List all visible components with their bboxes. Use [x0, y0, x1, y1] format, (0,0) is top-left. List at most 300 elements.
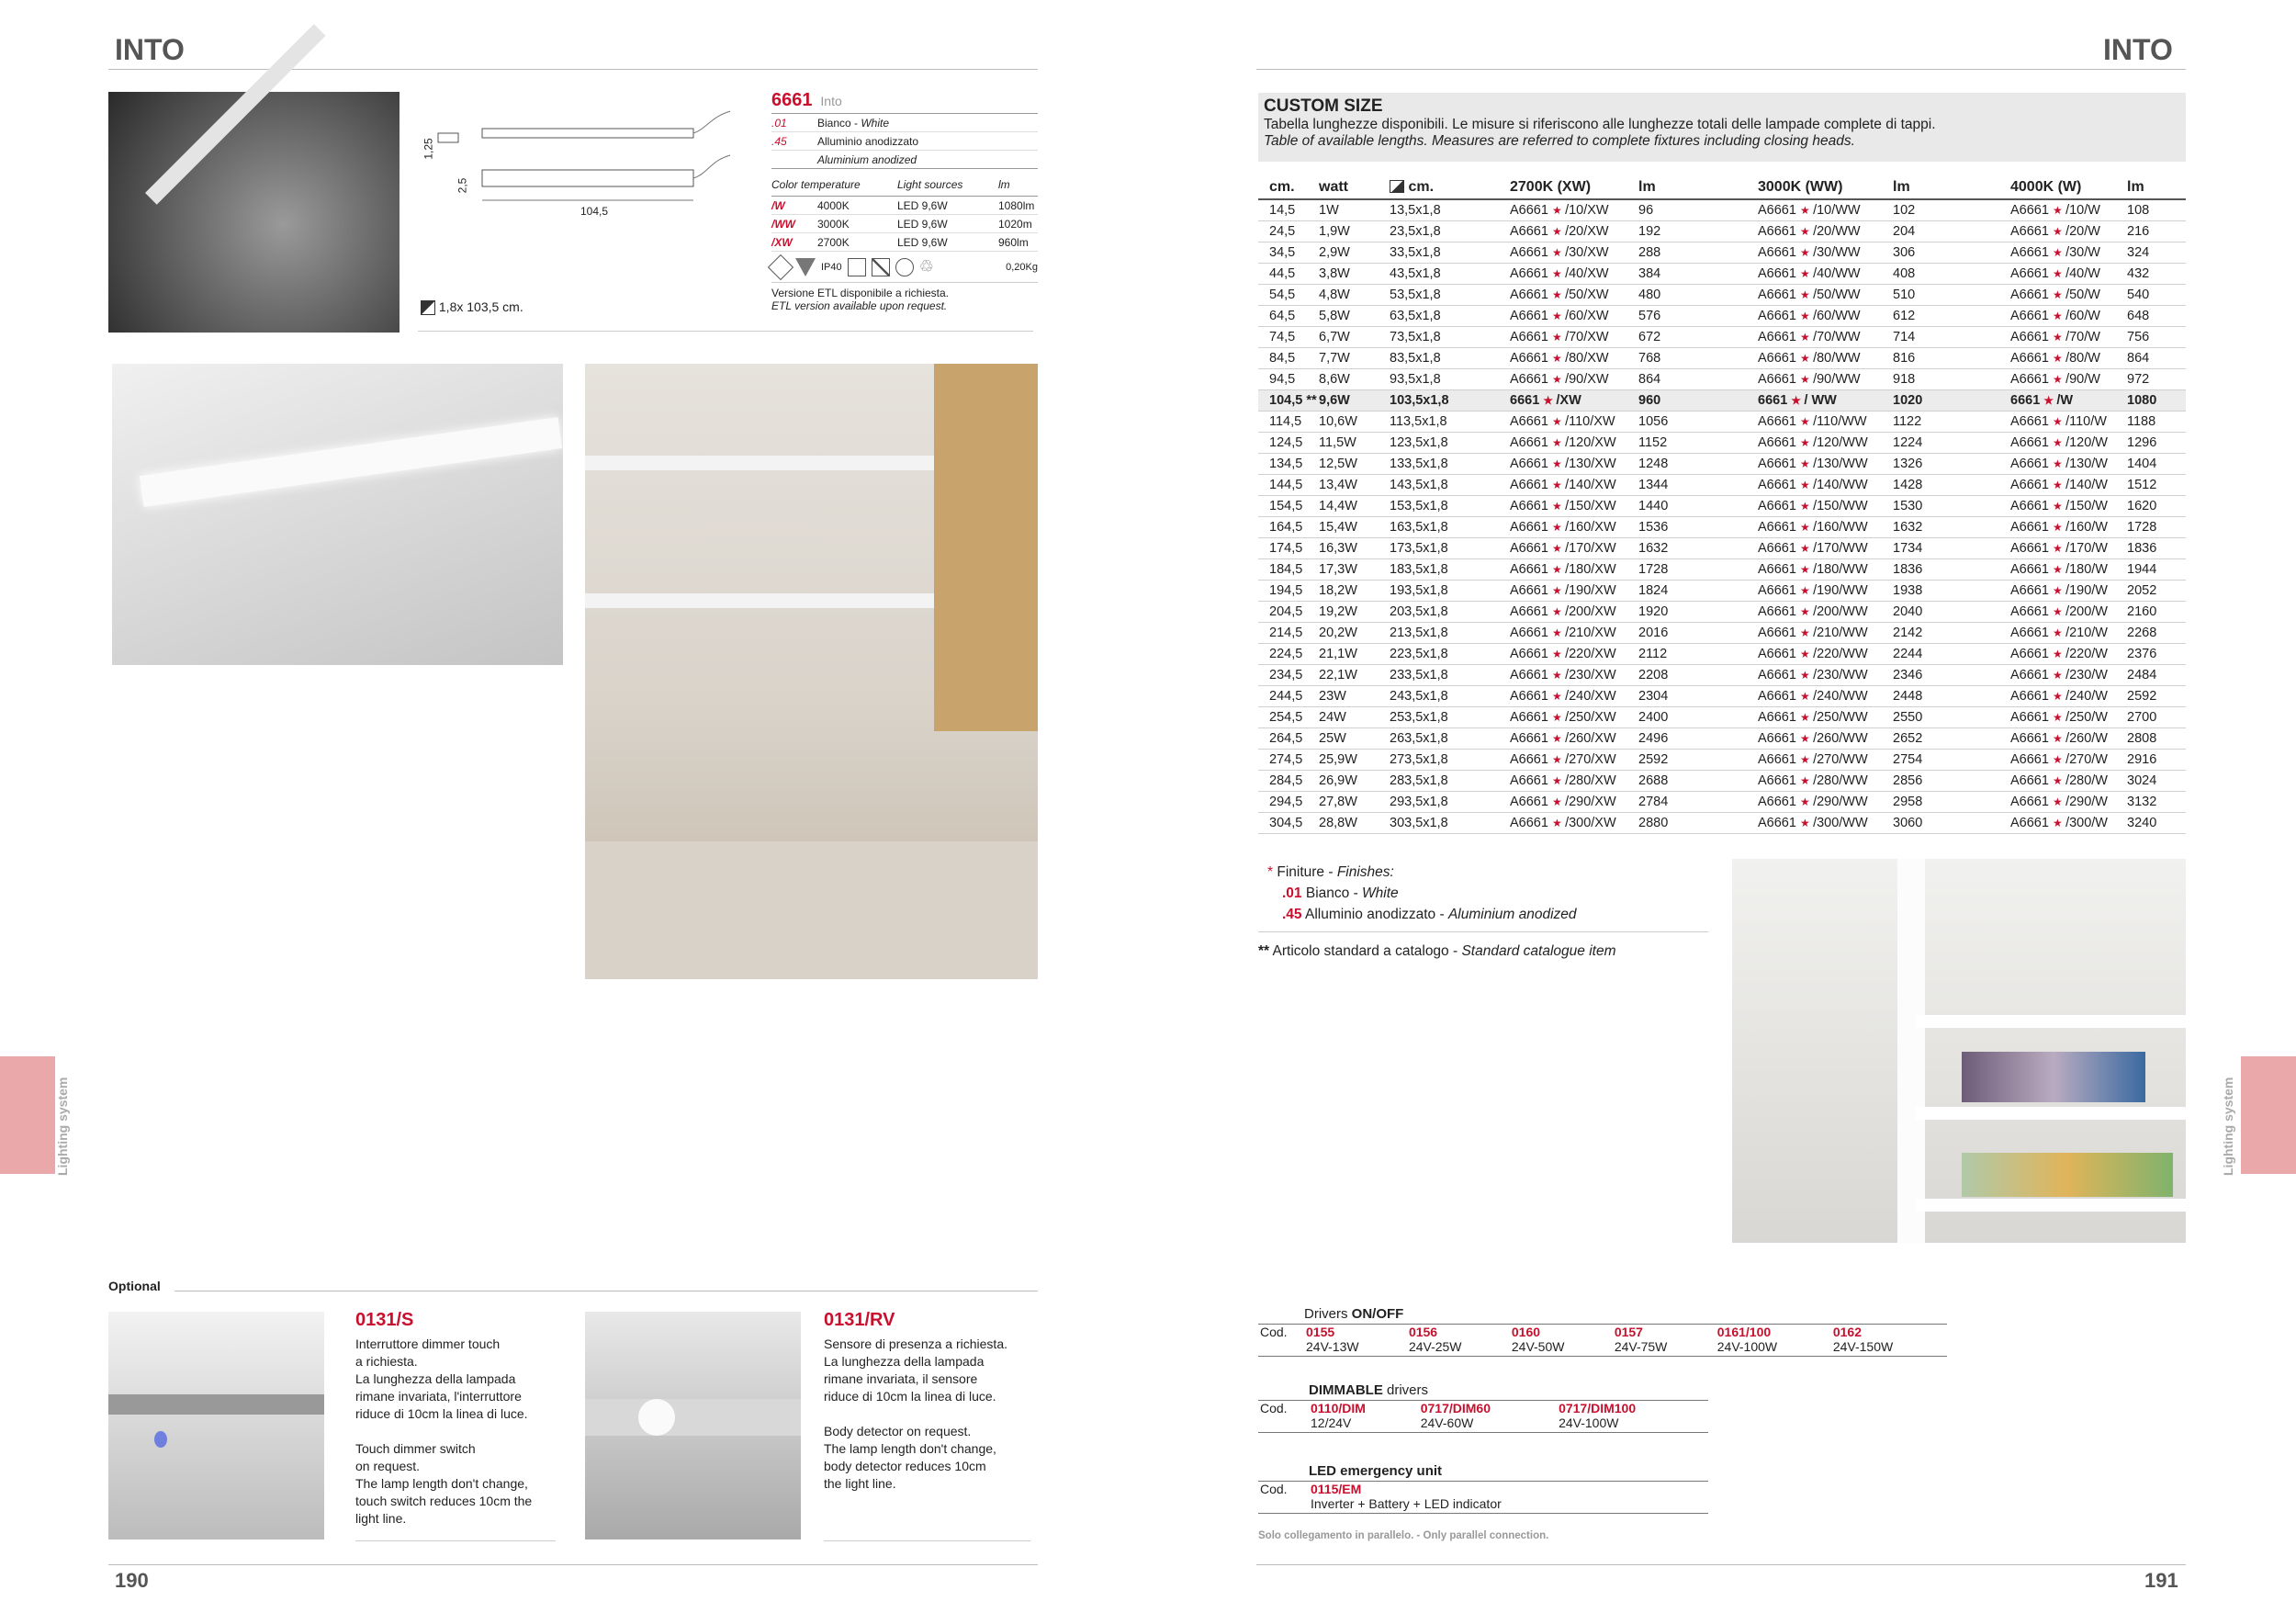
cell-lm: 972 [2127, 368, 2186, 389]
code-prefix: A6661 [1758, 498, 1800, 513]
cutout-value: 1,8x 103,5 cm. [438, 299, 523, 314]
code-prefix: A6661 [1758, 582, 1800, 598]
cell-cutout: 233,5x1,8 [1390, 664, 1510, 685]
cell-lm: 960 [1638, 389, 1758, 411]
cell-code [2010, 389, 2127, 411]
cell-watt: 22,1W [1319, 664, 1390, 685]
cell-lm: 2652 [1893, 727, 2010, 749]
code-prefix: A6661 [2010, 646, 2053, 661]
cell-code [2010, 516, 2127, 537]
code-suffix: /300/WW [1813, 815, 1868, 830]
code-suffix: /260/WW [1813, 730, 1868, 746]
product-block [771, 90, 1038, 312]
cell-lm: 2112 [1638, 643, 1758, 664]
finish-star-icon: ★ [1799, 541, 1814, 555]
cell-lm: 1728 [2127, 516, 2186, 537]
code-suffix: /90/W [2065, 371, 2100, 387]
code-suffix: /210/WW [1813, 625, 1868, 640]
cell-length: 154,5 [1258, 495, 1319, 516]
right-side-tab: Lighting system [2221, 1077, 2235, 1176]
code-suffix: /130/XW [1565, 456, 1616, 471]
finish-star-icon: ★ [2052, 245, 2066, 259]
code-prefix: A6661 [1510, 223, 1552, 239]
driver-code: 0157 [1614, 1325, 1643, 1339]
code-prefix: A6661 [2010, 730, 2053, 746]
cell-code [1510, 622, 1638, 643]
cell-lm: 1404 [2127, 453, 2186, 474]
code-prefix: A6661 [2010, 434, 2053, 450]
code-suffix: /180/W [2065, 561, 2108, 577]
driver-code: 0160 [1511, 1325, 1541, 1339]
spec-header-source: Light sources [897, 178, 963, 191]
finish-note: Finiture - [1277, 864, 1337, 880]
finish-star-icon: ★ [2052, 288, 2066, 301]
code-suffix: /60/W [2065, 308, 2100, 323]
cell-lm: 1938 [1893, 580, 2010, 601]
cell-code [1510, 706, 1638, 727]
code-suffix: /240/WW [1813, 688, 1868, 704]
finish-star-icon: ★ [1799, 583, 1814, 597]
cell-watt: 26,9W [1319, 770, 1390, 791]
left-page-number: 190 [115, 1569, 149, 1592]
dim-driver-spec: 12/24V [1311, 1415, 1352, 1430]
cell-cutout: 43,5x1,8 [1390, 263, 1510, 284]
cell-lm: 2040 [1893, 601, 2010, 622]
code-prefix: A6661 [1758, 413, 1800, 429]
cell-code [1510, 432, 1638, 453]
cell-watt: 14,4W [1319, 495, 1390, 516]
code-prefix: A6661 [1758, 625, 1800, 640]
code-prefix: A6661 [2010, 773, 2053, 788]
code-suffix: /90/XW [1565, 371, 1609, 387]
finish-star-icon: ★ [1799, 435, 1814, 449]
spec-variant: /XW [771, 236, 793, 249]
cell-code [1758, 622, 1893, 643]
cell-length: 174,5 [1258, 537, 1319, 558]
no-cover-icon [848, 258, 866, 276]
spec-row [771, 197, 1038, 215]
cell-cutout: 143,5x1,8 [1390, 474, 1510, 495]
code-suffix: /270/W [2065, 751, 2108, 767]
cell-code [1510, 326, 1638, 347]
cell-lm: 918 [1893, 368, 2010, 389]
code-suffix: /60/XW [1565, 308, 1609, 323]
code-suffix: /150/WW [1813, 498, 1868, 513]
cell-cutout: 23,5x1,8 [1390, 220, 1510, 242]
cell-lm: 1734 [1893, 537, 2010, 558]
finish-star-icon: ★ [2052, 562, 2066, 576]
spec-source: LED 9,6W [897, 218, 948, 231]
custom-size-title: CUSTOM SIZE [1264, 96, 1383, 116]
optional-line: touch switch reduces 10cm the [355, 1494, 533, 1508]
cell-cutout: 193,5x1,8 [1390, 580, 1510, 601]
optional-title: Optional [108, 1279, 161, 1293]
cell-length: 14,5 [1258, 199, 1319, 220]
code-suffix: /200/WW [1813, 603, 1868, 619]
cell-code [1510, 220, 1638, 242]
cell-lm: 2592 [1638, 749, 1758, 770]
cell-code [1510, 685, 1638, 706]
cell-length: 94,5 [1258, 368, 1319, 389]
cell-code [1758, 305, 1893, 326]
finish-star-icon: ★ [1551, 689, 1566, 703]
optional-line: a richiesta. [355, 1354, 418, 1369]
finish-star-icon: ★ [2052, 647, 2066, 660]
driver-spec: 24V-75W [1614, 1339, 1668, 1354]
optional-line: riduce di 10cm la linea di luce. [355, 1406, 528, 1421]
code-suffix: /30/WW [1813, 244, 1861, 260]
cell-watt: 27,8W [1319, 791, 1390, 812]
finish-star-icon: ★ [1799, 372, 1814, 386]
cell-lm: 2688 [1638, 770, 1758, 791]
cell-lm: 1530 [1893, 495, 2010, 516]
finish-star-icon: ★ [1551, 520, 1566, 534]
cell-code [1510, 305, 1638, 326]
cell-code [1758, 727, 1893, 749]
finish-label-en-01: White [861, 117, 890, 130]
code-prefix: A6661 [1510, 287, 1552, 302]
code-suffix: /130/W [2065, 456, 2108, 471]
cell-lm: 480 [1638, 284, 1758, 305]
code-suffix: /20/W [2065, 223, 2100, 239]
cell-lm: 612 [1893, 305, 2010, 326]
finish-star-icon: ★ [1799, 245, 1814, 259]
finish-star-icon: ★ [2052, 752, 2066, 766]
code-prefix: A6661 [2010, 413, 2053, 429]
cell-cutout: 293,5x1,8 [1390, 791, 1510, 812]
cell-lm: 2496 [1638, 727, 1758, 749]
cell-code [1758, 770, 1893, 791]
finish-star-icon: ★ [2052, 668, 2066, 682]
cell-watt: 9,6W [1319, 389, 1390, 411]
finish-star-icon: ★ [1551, 478, 1566, 491]
cell-code [1758, 326, 1893, 347]
table-row [1258, 411, 2186, 432]
code-suffix: /10/WW [1813, 202, 1861, 218]
em-title: LED emergency unit [1309, 1463, 1443, 1479]
table-row [1258, 305, 2186, 326]
finish-star-icon: ★ [1799, 731, 1814, 745]
cell-lm: 2160 [2127, 601, 2186, 622]
code-prefix: A6661 [1758, 667, 1800, 682]
code-prefix: A6661 [1758, 730, 1800, 746]
driver-spec: 24V-13W [1306, 1339, 1359, 1354]
code-suffix: /180/WW [1813, 561, 1868, 577]
finish-star-icon: ★ [2052, 414, 2066, 428]
cell-lm: 102 [1893, 199, 2010, 220]
cell-lm: 1020 [1893, 389, 2010, 411]
optional-line: La lunghezza della lampada [824, 1354, 985, 1369]
cell-length: 34,5 [1258, 242, 1319, 263]
dim-driver-spec: 24V-100W [1559, 1415, 1619, 1430]
cell-cutout: 263,5x1,8 [1390, 727, 1510, 749]
code-suffix: /XW [1556, 392, 1581, 408]
code-suffix: /190/WW [1813, 582, 1868, 598]
code-prefix: A6661 [1758, 688, 1800, 704]
cell-watt: 15,4W [1319, 516, 1390, 537]
code-prefix: A6661 [2010, 202, 2053, 218]
cell-code [1758, 432, 1893, 453]
cell-cutout: 113,5x1,8 [1390, 411, 1510, 432]
code-prefix: A6661 [1510, 498, 1552, 513]
spec-variant: /WW [771, 218, 795, 231]
optional-line: rimane invariata, il sensore [824, 1371, 978, 1386]
cell-code [1510, 643, 1638, 664]
cell-watt: 2,9W [1319, 242, 1390, 263]
cell-lm: 2400 [1638, 706, 1758, 727]
left-page-header: INTO [115, 33, 185, 66]
table-row [1258, 558, 2186, 580]
finish-code-45: .45 [771, 135, 787, 148]
code-prefix: A6661 [1510, 413, 1552, 429]
code-suffix: /30/W [2065, 244, 2100, 260]
code-prefix: A6661 [1510, 625, 1552, 640]
cell-code [1510, 389, 1638, 411]
onoff-title-bold: ON/OFF [1351, 1306, 1404, 1322]
custom-size-desc-en: Table of available lengths. Measures are referred to complete fixtures including closing heads. [1264, 133, 1855, 149]
cell-code [1758, 474, 1893, 495]
driver-code: 0161/100 [1716, 1325, 1772, 1339]
product-photo [108, 92, 400, 333]
code-prefix: A6661 [2010, 709, 2053, 725]
class-iii-icon [768, 254, 793, 279]
ip-rating: IP40 [821, 261, 842, 273]
code-prefix: A6661 [1758, 794, 1800, 809]
code-suffix: /W [2056, 392, 2074, 408]
code-prefix: A6661 [2010, 498, 2053, 513]
right-page-number: 191 [2144, 1569, 2178, 1592]
temp-icon [895, 258, 914, 276]
finish-star-icon: ★ [2052, 541, 2066, 555]
cell-watt: 25W [1319, 727, 1390, 749]
cell-lm: 1188 [2127, 411, 2186, 432]
code-prefix: A6661 [1758, 815, 1800, 830]
cell-lm: 1224 [1893, 432, 2010, 453]
code-prefix: A6661 [1510, 815, 1552, 830]
cell-cutout: 63,5x1,8 [1390, 305, 1510, 326]
code-suffix: /260/XW [1565, 730, 1616, 746]
code-prefix: A6661 [1510, 519, 1552, 535]
cell-code [1758, 389, 1893, 411]
table-row [1258, 791, 2186, 812]
code-prefix: A6661 [1510, 434, 1552, 450]
cell-lm: 2484 [2127, 664, 2186, 685]
cell-lm: 648 [2127, 305, 2186, 326]
cell-code [1510, 558, 1638, 580]
finish-star-icon: ★ [1799, 710, 1814, 724]
code-suffix: /170/W [2065, 540, 2108, 556]
cell-code [2010, 305, 2127, 326]
spec-temp: 4000K [817, 199, 850, 212]
code-suffix: /120/WW [1813, 434, 1868, 450]
cell-lm: 2700 [2127, 706, 2186, 727]
finish-star-icon: ★ [1799, 414, 1814, 428]
left-side-tab: Lighting system [55, 1077, 70, 1176]
code-prefix: A6661 [1510, 667, 1552, 682]
finish-star-icon: ★ [1551, 816, 1566, 829]
etl-it: Versione ETL disponibile a richiesta. [771, 282, 1038, 299]
optional-desc-rv [824, 1336, 1007, 1493]
finish-star-icon: ★ [1551, 372, 1566, 386]
finish-note-en: Finishes: [1336, 864, 1394, 880]
table-row [1258, 664, 2186, 685]
cell-code [1758, 706, 1893, 727]
col-cutout: cm. [1408, 178, 1435, 195]
optional-desc-s [355, 1336, 532, 1528]
cell-length: 114,5 [1258, 411, 1319, 432]
finish-star-icon: ★ [1551, 414, 1566, 428]
finish-star-icon: ★ [2052, 773, 2066, 787]
finish-label-45: Alluminio anodizzato [817, 135, 919, 148]
code-prefix: A6661 [2010, 265, 2053, 281]
profile-drawing [418, 92, 730, 230]
cell-code [2010, 495, 2127, 516]
product-code: 6661 [771, 90, 813, 110]
finish-star-icon: ★ [1551, 266, 1566, 280]
cell-lm: 192 [1638, 220, 1758, 242]
code-prefix: A6661 [2010, 371, 2053, 387]
spec-lm: 1020m [998, 218, 1032, 231]
code-suffix: /20/XW [1565, 223, 1609, 239]
table-row [1258, 770, 2186, 791]
product-name: Into [820, 94, 842, 108]
cell-code [1510, 368, 1638, 389]
code-suffix: /220/WW [1813, 646, 1868, 661]
code-prefix: A6661 [1758, 265, 1800, 281]
cell-cutout: 223,5x1,8 [1390, 643, 1510, 664]
code-prefix: A6661 [1510, 709, 1552, 725]
cell-code [1510, 770, 1638, 791]
optional-line: The lamp length don't change, [824, 1441, 996, 1456]
cell-code [1510, 242, 1638, 263]
dim-h1: 1,25 [422, 138, 435, 160]
cell-lm: 384 [1638, 263, 1758, 284]
cell-lm: 3240 [2127, 812, 2186, 833]
cell-code [2010, 242, 2127, 263]
table-row [1258, 495, 2186, 516]
cell-code [1510, 601, 1638, 622]
cell-code [2010, 685, 2127, 706]
weight: 0,20Kg [1006, 261, 1038, 273]
dim-driver-spec: 24V-60W [1420, 1415, 1474, 1430]
col-length: cm. [1258, 175, 1319, 199]
cell-lm: 3132 [2127, 791, 2186, 812]
cell-code [2010, 284, 2127, 305]
cell-lm: 216 [2127, 220, 2186, 242]
code-suffix: /250/XW [1565, 709, 1616, 725]
cell-cutout: 13,5x1,8 [1390, 199, 1510, 220]
optional-line: Interruttore dimmer touch [355, 1336, 501, 1351]
table-row [1258, 284, 2186, 305]
code-prefix: A6661 [1510, 265, 1552, 281]
finish-star-icon: ★ [2052, 372, 2066, 386]
code-prefix: A6661 [1510, 794, 1552, 809]
finish-star-icon: ★ [1799, 309, 1814, 322]
code-suffix: /80/W [2065, 350, 2100, 366]
cell-lm: 1620 [2127, 495, 2186, 516]
code-suffix: /80/XW [1565, 350, 1609, 366]
cell-cutout: 33,5x1,8 [1390, 242, 1510, 263]
finish-star-icon: ★ [1551, 351, 1566, 365]
code-prefix: A6661 [1758, 456, 1800, 471]
finish-star-icon: ★ [1791, 393, 1805, 407]
cell-lm: 1632 [1893, 516, 2010, 537]
cell-length: 144,5 [1258, 474, 1319, 495]
cell-watt: 20,2W [1319, 622, 1390, 643]
code-suffix: /40/XW [1565, 265, 1609, 281]
cell-lm: 1836 [1893, 558, 2010, 580]
cell-lm: 432 [2127, 263, 2186, 284]
dim-h2: 2,5 [456, 177, 469, 194]
code-suffix: /250/WW [1813, 709, 1868, 725]
dim-driver-code: 0717/DIM100 [1559, 1401, 1637, 1415]
em-cod: Cod. [1260, 1482, 1288, 1496]
driver-code: 0162 [1832, 1325, 1862, 1339]
cell-lm: 1296 [2127, 432, 2186, 453]
cell-code [1510, 411, 1638, 432]
custom-size-box [1258, 93, 2186, 162]
cell-lm: 3024 [2127, 770, 2186, 791]
cell-lm: 540 [2127, 284, 2186, 305]
custom-size-desc-it: Tabella lunghezze disponibili. Le misure si riferiscono alle lunghezze totali delle lampade complete di tappi. [1264, 117, 1936, 132]
cell-length: 84,5 [1258, 347, 1319, 368]
cell-code [1758, 220, 1893, 242]
cell-watt: 17,3W [1319, 558, 1390, 580]
code-suffix: /70/WW [1813, 329, 1861, 344]
optional-line [824, 1405, 1007, 1423]
cell-lm: 3060 [1893, 812, 2010, 833]
code-suffix: /290/XW [1565, 794, 1616, 809]
code-suffix: /40/WW [1813, 265, 1861, 281]
shelves-photo [1732, 859, 2186, 1243]
cell-code [2010, 263, 2127, 284]
cell-code [1758, 685, 1893, 706]
finish-star-icon: ★ [1551, 710, 1566, 724]
code-prefix: A6661 [1758, 350, 1800, 366]
cell-watt: 16,3W [1319, 537, 1390, 558]
optional-line: light line. [355, 1511, 407, 1526]
finish-star-icon: ★ [2052, 203, 2066, 217]
cell-code [2010, 664, 2127, 685]
no-insulation-icon [872, 258, 890, 276]
code-prefix: A6661 [1510, 329, 1552, 344]
code-prefix: A6661 [1758, 603, 1800, 619]
spec-temp: 3000K [817, 218, 850, 231]
cell-lm: 816 [1893, 347, 2010, 368]
cell-code [2010, 643, 2127, 664]
code-prefix: A6661 [2010, 751, 2053, 767]
cell-lm: 1344 [1638, 474, 1758, 495]
code-prefix: A6661 [2010, 667, 2053, 682]
code-suffix: /270/XW [1565, 751, 1616, 767]
code-prefix: A6661 [1758, 540, 1800, 556]
finish-star-icon: ★ [2052, 330, 2066, 344]
cell-watt: 1,9W [1319, 220, 1390, 242]
optional-code-s: 0131/S [355, 1310, 414, 1330]
optional-code-rv: 0131/RV [824, 1310, 895, 1330]
cell-lm: 1512 [2127, 474, 2186, 495]
table-row [1258, 347, 2186, 368]
sensor-photo [585, 1312, 801, 1539]
table-row [1258, 601, 2186, 622]
cell-watt: 25,9W [1319, 749, 1390, 770]
code-suffix: /130/WW [1813, 456, 1868, 471]
code-suffix: /170/WW [1813, 540, 1868, 556]
cell-watt: 3,8W [1319, 263, 1390, 284]
cell-watt: 21,1W [1319, 643, 1390, 664]
finish-star-icon: ★ [1799, 520, 1814, 534]
cell-code [1510, 474, 1638, 495]
